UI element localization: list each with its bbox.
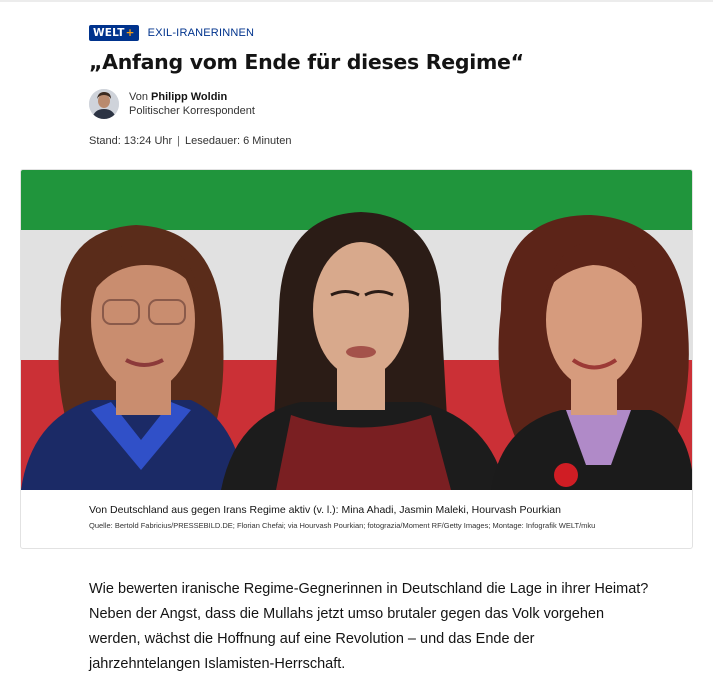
article-lead: Wie bewerten iranische Regime-Gegnerinnen in Deutschland die Lage in ihrer Heimat? Neben der Angst, dass die Mullahs jetzt umso brutaler gegen das Volk vorgehen werden, wächst die Hoffnung auf eine Revolution – und das Ende der jahrzehntelangen Islamisten-Herrschaft. (89, 581, 649, 672)
caption-text: Von Deutschland aus gegen Irans Regime aktiv (v. l.): Mina Ahadi, Jasmin Maleki, Hourvash Pourkian (89, 504, 561, 516)
author-role: Politischer Korrespondent (129, 105, 255, 117)
article-header (89, 24, 254, 42)
meta-separator: | (177, 135, 181, 147)
article-kicker[interactable]: EXIL-IRANERINNEN (147, 27, 255, 39)
welt-badge-text: WELT (93, 27, 125, 39)
kicker-row (89, 24, 254, 42)
welt-plus-badge[interactable] (89, 25, 139, 41)
author-line (129, 90, 255, 104)
publish-time: Stand: 13:24 Uhr (89, 135, 173, 147)
article-headline: „Anfang vom Ende für dieses Regime“ (89, 50, 524, 74)
top-border (0, 0, 713, 2)
author-text (129, 90, 255, 118)
welt-badge-plus: + (125, 27, 135, 39)
author-avatar[interactable] (89, 89, 119, 119)
reading-time: Lesedauer: 6 Minuten (185, 135, 292, 147)
article-meta (89, 135, 291, 147)
author-block (89, 89, 255, 119)
caption-source: Quelle: Bertold Fabricius/PRESSEBILD.DE; Florian Chefai; via Hourvash Pourkian; fotograzia/Moment RF/Getty Images; Montage: Infografik WELT/mku (89, 521, 596, 530)
author-prefix: Von (129, 91, 148, 103)
image-caption (89, 504, 679, 531)
hero-image-card (20, 169, 693, 549)
article-hero-photo[interactable] (21, 170, 693, 490)
author-name[interactable]: Philipp Woldin (151, 91, 228, 103)
